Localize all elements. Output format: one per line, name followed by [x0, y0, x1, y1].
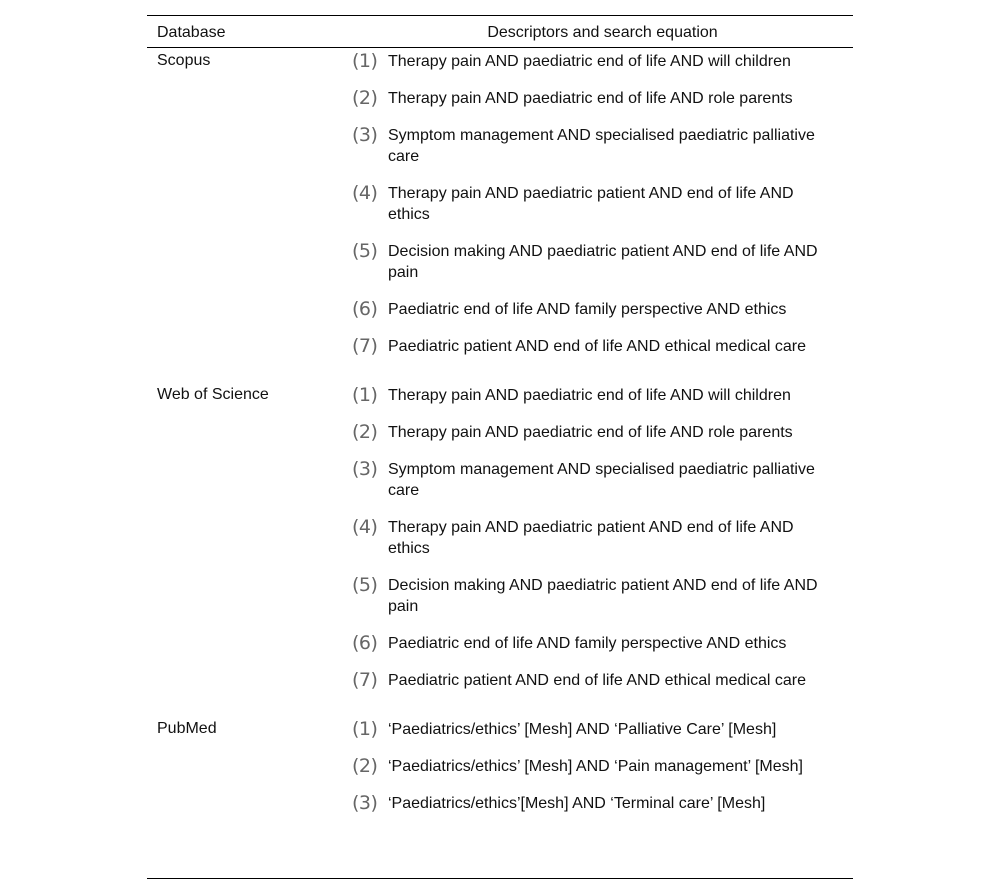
query-list — [352, 716, 853, 814]
query-item — [352, 633, 853, 654]
query-number: (2) — [352, 755, 378, 777]
table-header — [147, 16, 853, 48]
database-name: Web of Science — [157, 386, 269, 403]
query-item — [352, 51, 853, 72]
query-text: ‘Paediatrics/ethics’ [Mesh] AND ‘Palliative Care’ [Mesh] — [388, 721, 777, 738]
query-number: (3) — [352, 792, 378, 814]
query-number: (5) — [352, 574, 378, 596]
query-item — [352, 125, 853, 167]
query-number: (2) — [352, 87, 378, 109]
query-text: Symptom management AND specialised paediatric palliative care — [388, 461, 815, 499]
query-item — [352, 756, 853, 777]
header-database: Database — [157, 24, 226, 41]
query-number: (7) — [352, 335, 378, 357]
query-text: Paediatric patient AND end of life AND ethical medical care — [388, 672, 806, 689]
query-text: Therapy pain AND paediatric end of life AND role parents — [388, 424, 793, 441]
query-text: Therapy pain AND paediatric patient AND end of life AND ethics — [388, 185, 794, 223]
query-number: (4) — [352, 516, 378, 538]
query-number: (3) — [352, 458, 378, 480]
query-item — [352, 183, 853, 225]
query-number: (1) — [352, 50, 378, 72]
query-item — [352, 88, 853, 109]
query-text: Paediatric end of life AND family perspective AND ethics — [388, 635, 787, 652]
query-item — [352, 336, 853, 357]
query-item — [352, 422, 853, 443]
query-text: Decision making AND paediatric patient AND end of life AND pain — [388, 243, 818, 281]
database-name: PubMed — [157, 720, 217, 737]
group-web-of-science — [147, 382, 853, 691]
query-number: (1) — [352, 718, 378, 740]
query-text: ‘Paediatrics/ethics’ [Mesh] AND ‘Pain management’ [Mesh] — [388, 758, 803, 775]
query-text: Therapy pain AND paediatric end of life AND role parents — [388, 90, 793, 107]
query-text: Therapy pain AND paediatric end of life AND will children — [388, 53, 791, 70]
query-number: (6) — [352, 298, 378, 320]
query-text: Paediatric end of life AND family perspective AND ethics — [388, 301, 787, 318]
query-number: (6) — [352, 632, 378, 654]
query-number: (4) — [352, 182, 378, 204]
query-text: Paediatric patient AND end of life AND ethical medical care — [388, 338, 806, 355]
query-item — [352, 241, 853, 283]
query-item — [352, 670, 853, 691]
query-item — [352, 793, 853, 814]
query-number: (7) — [352, 669, 378, 691]
query-item — [352, 299, 853, 320]
query-list — [352, 48, 853, 357]
search-strategy-table — [147, 15, 853, 879]
query-item — [352, 385, 853, 406]
query-number: (2) — [352, 421, 378, 443]
group-pubmed — [147, 716, 853, 814]
query-number: (1) — [352, 384, 378, 406]
query-item — [352, 575, 853, 617]
database-name: Scopus — [157, 52, 211, 69]
query-item — [352, 459, 853, 501]
query-text: Decision making AND paediatric patient AND end of life AND pain — [388, 577, 818, 615]
query-text: ‘Paediatrics/ethics’[Mesh] AND ‘Terminal care’ [Mesh] — [388, 795, 766, 812]
header-descriptors: Descriptors and search equation — [487, 24, 718, 41]
query-item — [352, 517, 853, 559]
query-number: (3) — [352, 124, 378, 146]
query-number: (5) — [352, 240, 378, 262]
query-text: Symptom management AND specialised paediatric palliative care — [388, 127, 815, 165]
query-text: Therapy pain AND paediatric end of life AND will children — [388, 387, 791, 404]
query-text: Therapy pain AND paediatric patient AND end of life AND ethics — [388, 519, 794, 557]
query-item — [352, 719, 853, 740]
query-list — [352, 382, 853, 691]
group-scopus — [147, 48, 853, 357]
